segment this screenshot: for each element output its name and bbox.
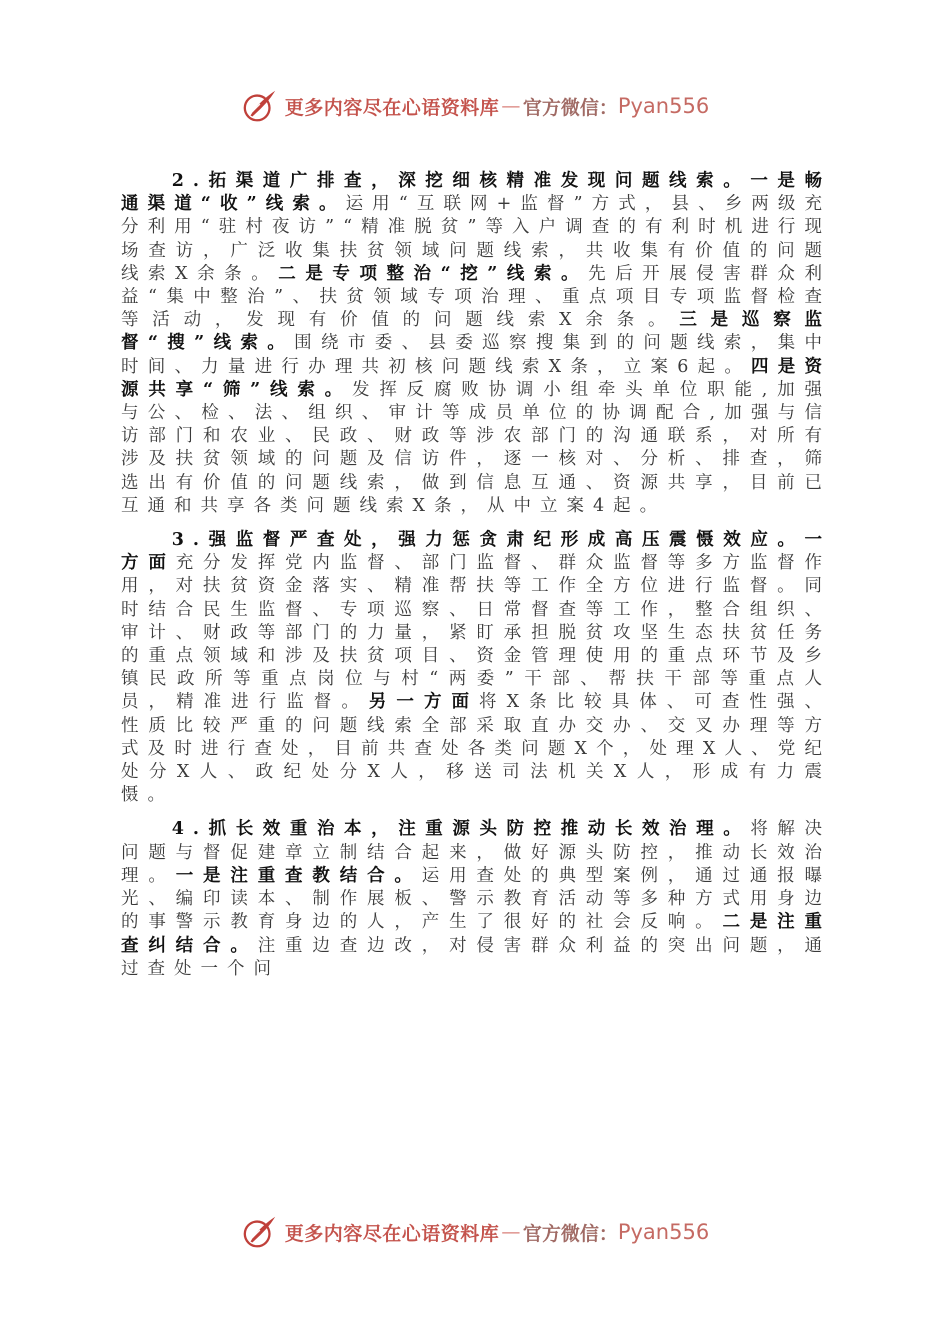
bold-run: 一方面 <box>121 530 831 574</box>
quill-logo-icon <box>241 87 279 125</box>
paragraph-2 <box>121 170 831 518</box>
text-run: 将X条比较具体、可查性强、性质比较严重的问题线索全部采取直办交办、交叉办理等方式及时进行查处，目前共查处各类问题X个，处理X人、党纪处分X人、政纪处分X人，移送司法机关X人，形成有力震慑。 <box>121 692 831 806</box>
quill-logo-icon <box>241 1213 279 1251</box>
text-run: 注重边查边改，对侵害群众利益的突出问题，通过查处一个问 <box>121 935 832 979</box>
bold-run: 一是注重查教结合。 <box>175 865 422 886</box>
bold-run: 二是专项整治“挖”线索。 <box>278 263 589 284</box>
text-run: 先后开展侵害群众利益“集中整治”、扶贫领域专项治理、重点项目专项监督检查等活动，发现有价值的问题线索X余条。 <box>121 263 831 331</box>
text-run: 将解决问题与督促建章立制结合起来，做好源头防控，推动长效治理。 <box>121 819 831 886</box>
paragraph-heading: 3.强监督严查处，强力惩贪肃纪形成高压震慑效应。 <box>171 530 805 551</box>
bold-run: 三是巡察监督“搜”线索。 <box>121 310 831 354</box>
bold-run: 一是畅通渠道“收”线索。 <box>121 171 831 215</box>
text-run: 发挥反腐败协调小组牵头单位职能,加强与公、检、法、组织、审计等成员单位的协调配合,加强与信访部门和农业、民政、财政等涉农部门的沟通联系，对所有涉及扶贫领域的问题及信访件，逐一核对、分析、排查，筛选出有价值的问题线索，做到信息互通、资源共享，目前已互通和共享各类问题线索X条，从中立案4起。 <box>121 379 832 516</box>
paragraph-heading: 4.抓长效重治本，注重源头防控推动长效治理。 <box>171 819 751 840</box>
text-run: 围绕市委、县委巡察搜集到的问题线索，集中时间、力量进行办理共初核问题线索X条，立案6起。 <box>121 333 831 377</box>
watermark-site-text: 更多内容尽在心语资料库 <box>284 96 500 119</box>
text-run: 运用“互联网+监督”方式，县、乡两级充分利用“驻村夜访”“精准脱贫”等入户调查的有利时机进行现场查访，广泛收集扶贫领域问题线索，共收集有价值的问题线索X余条。 <box>121 194 831 284</box>
document-body <box>121 170 831 992</box>
watermark-banner-top <box>0 86 950 126</box>
watermark-wechat-id: Pyan556 <box>617 94 710 118</box>
watermark-separator: — <box>501 95 521 117</box>
paragraph-3 <box>121 529 831 807</box>
bold-run: 另一方面 <box>368 692 480 713</box>
watermark-wechat-id: Pyan556 <box>617 1220 710 1244</box>
watermark-banner-bottom <box>0 1212 950 1252</box>
watermark-wechat-label: 官方微信： <box>522 96 618 119</box>
watermark-separator: — <box>501 1221 521 1243</box>
text-run: 运用查处的典型案例，通过通报曝光、编印读本、制作展板、警示教育活动等多种方式用身边的事警示教育身边的人，产生了很好的社会反响。 <box>121 865 832 933</box>
paragraph-4 <box>121 818 831 980</box>
watermark-wechat-label: 官方微信： <box>522 1222 618 1245</box>
text-run: 充分发挥党内监督、部门监督、群众监督等多方监督作用，对扶贫资金落实、精准帮扶等工作全方位进行监督。同时结合民生监督、专项巡察、日常督查等工作，整合组织、审计、财政等部门的力量，紧盯承担脱贫攻坚生态扶贫任务的重点领域和涉及扶贫项目、资金管理使用的重点环节及乡镇民政所等重点岗位与村“两委”干部、帮扶干部等重点人员，精准进行监督。 <box>121 553 832 713</box>
watermark-site-text: 更多内容尽在心语资料库 <box>284 1222 500 1245</box>
paragraph-heading: 2.拓渠道广排查，深挖细核精准发现问题线索。 <box>171 171 751 191</box>
bold-run: 四是资源共享“筛”线索。 <box>121 356 832 400</box>
bold-run: 二是注重查纠结合。 <box>121 912 832 956</box>
